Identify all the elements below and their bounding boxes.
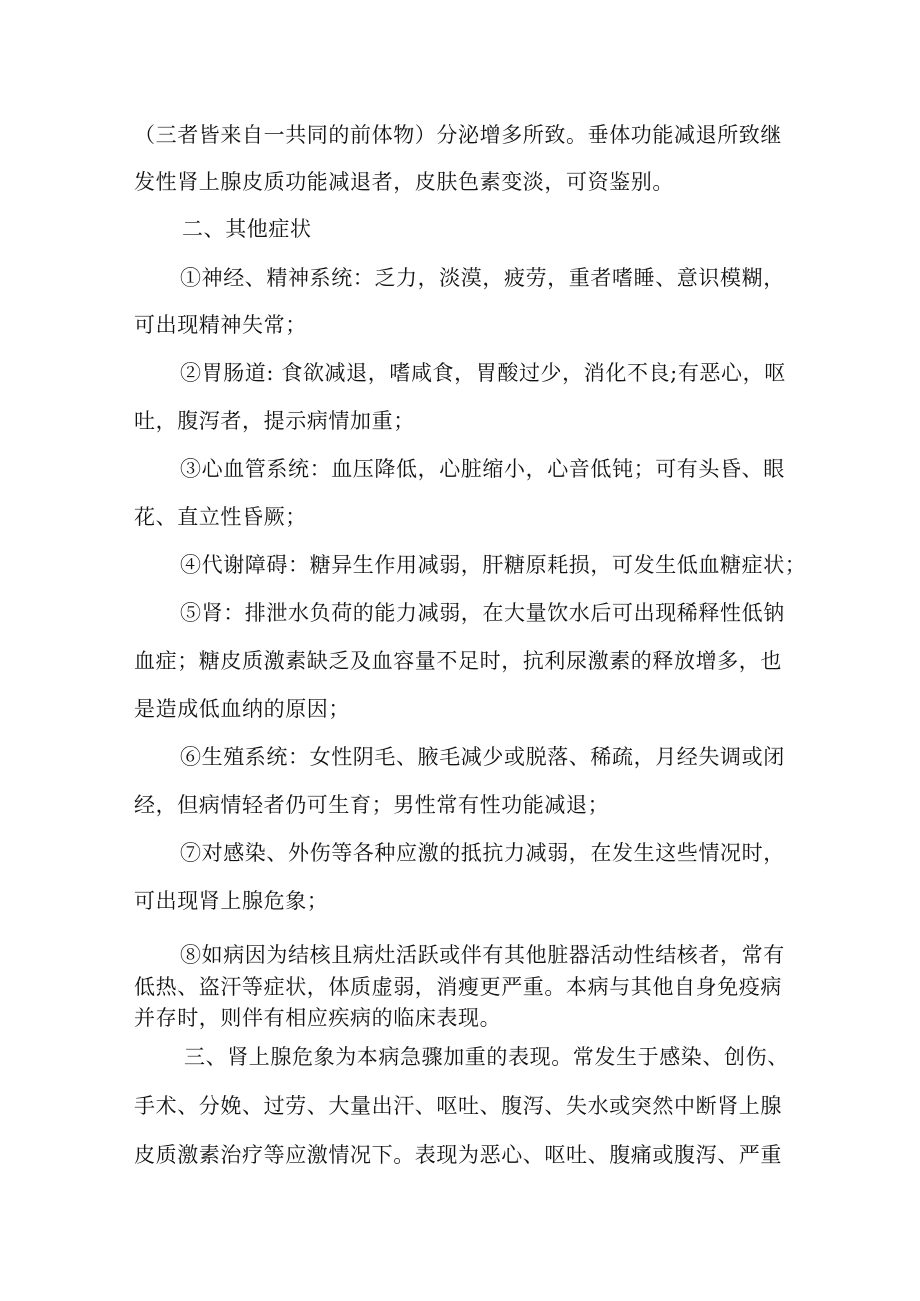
text-line: ⑤肾：排泄水负荷的能力减弱，在大量饮水后可出现稀释性低钠 [180,601,785,625]
text-line: 并存时，则伴有相应疾病的临床表现。 [134,1006,502,1030]
text-line: 发性肾上腺皮质功能减退者，皮肤色素变淡，可资鉴别。 [134,170,674,194]
text-line: ⑦对感染、外伤等各种应激的抵抗力减弱，在发生这些情况时， [180,841,785,865]
text-line: 血症；糖皮质激素缺乏及血容量不足时，抗利尿激素的释放增多，也 [134,649,782,673]
section-heading: 二、其他症状 [182,217,312,241]
text-line: 是造成低血纳的原因； [134,697,350,721]
text-line: 手术、分娩、过劳、大量出汗、呕吐、腹泻、失水或突然中断肾上腺 [134,1094,782,1118]
text-line: ③心血管系统：血压降低，心脏缩小，心音低钝；可有头昏、眼 [180,457,785,481]
text-line: 低热、盗汗等症状，体质虚弱，消瘦更严重。本病与其他自身免疫病 [134,975,782,999]
text-line: ⑥生殖系统：女性阴毛、腋毛减少或脱落、稀疏，月经失调或闭 [180,745,785,769]
text-line: （三者皆来自一共同的前体物）分泌增多所致。垂体功能减退所致继 [134,123,782,147]
text-line: 花、直立性昏厥； [134,505,307,529]
text-line: 经，但病情轻者仍可生育；男性常有性功能减退； [134,793,610,817]
text-line: ②胃肠道: 食欲减退，嗜咸食，胃酸过少，消化不良;有恶心，呕 [180,361,786,385]
text-line: ①神经、精神系统：乏力，淡漠，疲劳，重者嗜睡、意识模糊， [180,266,785,290]
text-line: 三、肾上腺危象为本病急骤加重的表现。常发生于感染、创伤、 [184,1045,789,1069]
text-line: ④代谢障碍：糖异生作用减弱，肝糖原耗损，可发生低血糖症状； [180,553,807,577]
text-line: 皮质激素治疗等应激情况下。表现为恶心、呕吐、腹痛或腹泻、严重 [134,1143,782,1167]
text-line: 吐，腹泻者，提示病情加重； [134,409,415,433]
text-line: 可出现肾上腺危象； [134,889,329,913]
text-line: 可出现精神失常； [134,313,307,337]
text-line: ⑧如病因为结核且病灶活跃或伴有其他脏器活动性结核者，常有 [180,943,785,967]
